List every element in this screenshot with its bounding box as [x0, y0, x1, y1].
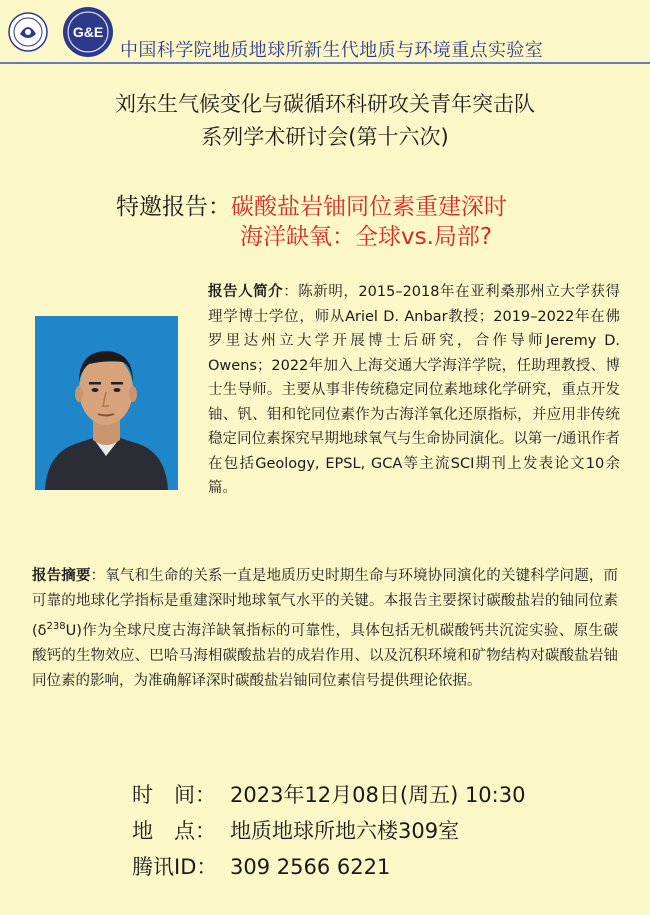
tencent-label: 腾讯ID：: [132, 855, 218, 879]
speaker-photo: [35, 316, 178, 490]
tencent-row: [132, 851, 390, 881]
speaker-portrait-icon: [35, 316, 178, 490]
header: [0, 0, 650, 64]
speaker-bio: [208, 280, 620, 501]
header-divider: [0, 62, 650, 64]
ge-logo-text: G&E: [72, 24, 104, 40]
seminar-title-line2: 系列学术研讨会(第十六次): [201, 125, 449, 149]
seminar-title-line1: 刘东生气候变化与碳循环科研攻关青年突击队: [115, 92, 535, 116]
time-label: 时 间：: [132, 783, 216, 807]
institute-logo-icon: [8, 12, 48, 52]
abstract-text-part2: U)作为全球尺度古海洋缺氧指标的可靠性，具体包括无机碳酸钙共沉淀实验、原生碳酸钙的生物效应、巴哈马海相碳酸盐岩的成岩作用、以及沉积环境和矿物结构对碳酸盐岩铀同位素的影响，为准确解译深时碳酸盐岩铀同位素信号提供理论依据。: [32, 622, 618, 689]
ge-logo-icon: [62, 6, 114, 58]
place-value: 地质地球所地六楼309室: [230, 819, 460, 843]
abstract-text-part1: ：氧气和生命的关系一直是地质历史时期生命与环境协同演化的关键科学问题，而可靠的地球化学指标是重建深时地球氧气水平的关键。本报告主要探讨碳酸盐岩的铀同位素(δ: [32, 568, 619, 639]
lab-name: 中国科学院地质地球所新生代地质与环境重点实验室: [120, 40, 544, 61]
report-abstract: [32, 564, 618, 694]
time-value: 2023年12月08日(周五) 10:30: [230, 783, 526, 807]
time-row: [132, 779, 525, 809]
report-title-line1: 碳酸盐岩铀同位素重建深时: [231, 194, 507, 220]
bio-label: 报告人简介: [208, 284, 284, 300]
bio-text: ：陈新明，2015–2018年在亚利桑那州立大学获得理学博士学位，师从Ariel D. Anbar教授；2019–2022年在佛罗里达州立大学开展博士后研究，合作导师Jeremy D. Owens；2022年加入上海交通大学海洋学院，任助理教授、博士生导师。主要从事非传统稳定同位素地球化学研究，重点开发铀、钒、钼和铊同位素作为古海洋氧化还原指标，并应用非传统稳定同位素探究早期地球氧气与生命协同演化。以第一/通讯作者在包括Geology, EPSL, GCA等主流SCI期刊上发表论文10余篇。: [208, 284, 620, 496]
abstract-superscript: 238: [46, 621, 66, 632]
special-report: [116, 188, 507, 221]
tencent-value: 309 2566 6221: [230, 855, 391, 879]
report-title-line2: 海洋缺氧：全球vs.局部?: [240, 224, 493, 250]
special-report-label: 特邀报告：: [116, 194, 231, 220]
place-label: 地 点：: [132, 819, 216, 843]
abstract-label: 报告摘要: [32, 568, 91, 584]
place-row: [132, 815, 459, 845]
